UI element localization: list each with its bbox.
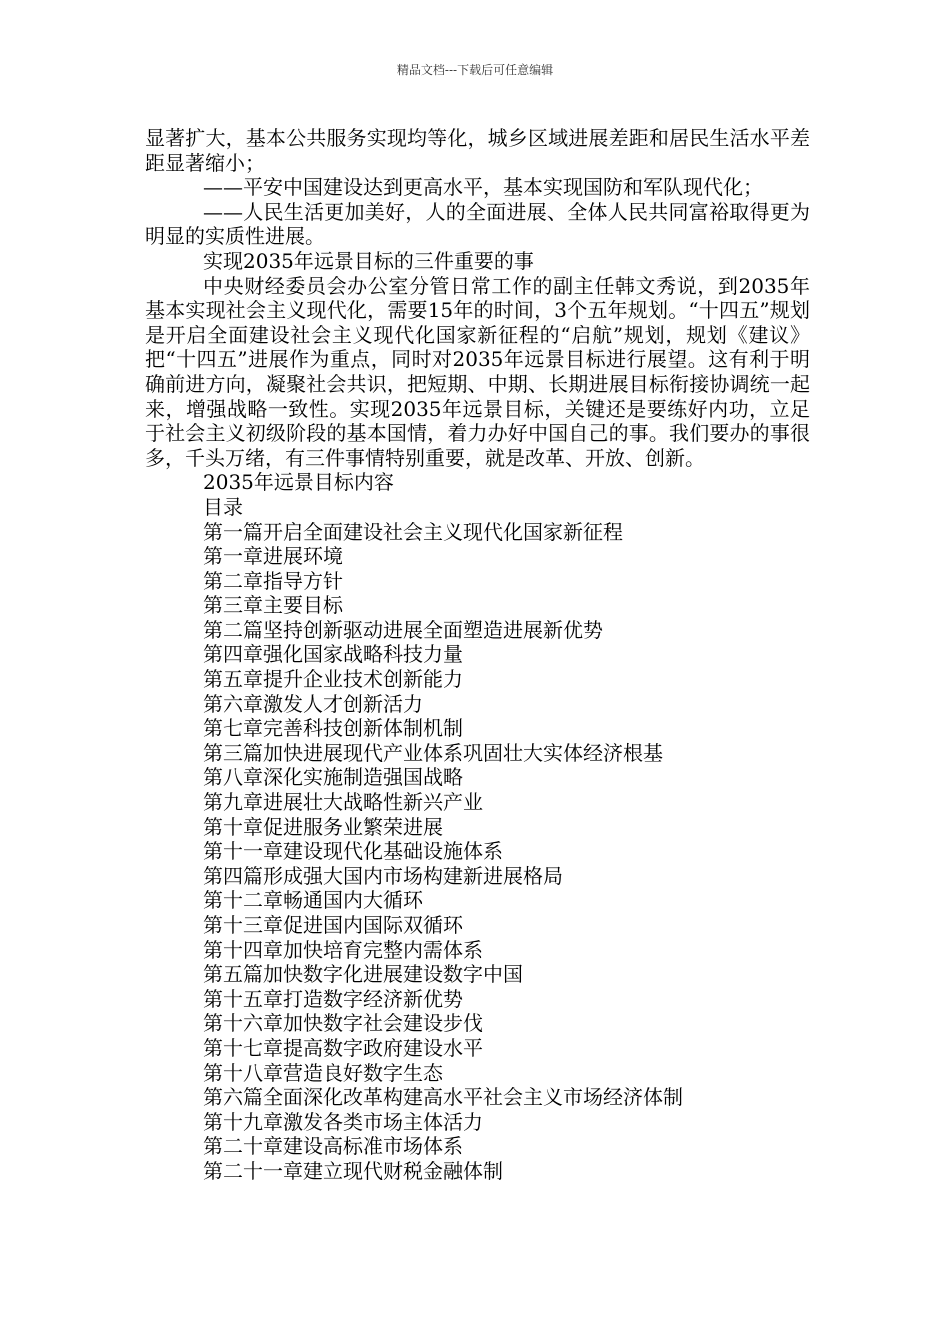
toc-item: 第七章完善科技创新体制机制 <box>203 716 463 741</box>
toc-item: 第五章提升企业技术创新能力 <box>203 667 463 692</box>
toc-item: 第四篇形成强大国内市场构建新进展格局 <box>203 863 563 888</box>
toc-item: 第十一章建设现代化基础设施体系 <box>203 839 503 864</box>
table-of-contents <box>145 520 810 1184</box>
toc-item: 第二十章建设高标准市场体系 <box>203 1134 463 1159</box>
toc-title: 目录 <box>203 494 243 519</box>
paragraph: 中央财经委员会办公室分管日常工作的副主任韩文秀说，到2035年基本实现社会主义现代化，需要15年的时间，3个五年规划。“十四五”规划是开启全面建设社会主义现代化国家新征程的“启航”规划，规划《建议》把“十四五”进展作为重点，同时对2035年远景目标进行展望。这有利于明确前进方向，凝聚社会共识，把短期、中期、长期进展目标衔接协调统一起来，增强战略一致性。实现2035年远景目标，关键还是要练好内功，立足于社会主义初级阶段的基本国情，着力办好中国自己的事。我们要办的事很多，千头万绪，有三件事情特别重要，就是改革、开放、创新。 <box>145 273 810 470</box>
toc-item: 第二十一章建立现代财税金融体制 <box>203 1158 503 1183</box>
toc-item: 第四章强化国家战略科技力量 <box>203 642 463 667</box>
toc-item: 第一章进展环境 <box>203 544 343 569</box>
paragraph: ——平安中国建设达到更高水平，基本实现国防和军队现代化； <box>203 175 763 200</box>
toc-item: 第十八章营造良好数字生态 <box>203 1060 443 1085</box>
document-body <box>145 126 810 1184</box>
toc-item: 第八章深化实施制造强国战略 <box>203 765 463 790</box>
toc-item: 第六章激发人才创新活力 <box>203 691 423 716</box>
page-header: 精品文档---下载后可任意编辑 <box>396 63 554 77</box>
paragraph: ——人民生活更加美好，人的全面进展、全体人民共同富裕取得更为明显的实质性进展。 <box>145 199 810 249</box>
toc-item: 第十二章畅通国内大循环 <box>203 888 423 913</box>
paragraph: 显著扩大，基本公共服务实现均等化，城乡区域进展差距和居民生活水平差距显著缩小； <box>145 126 810 175</box>
toc-item: 第十章促进服务业繁荣进展 <box>203 814 443 839</box>
toc-item: 第六篇全面深化改革构建高水平社会主义市场经济体制 <box>203 1085 683 1110</box>
toc-item: 第十四章加快培育完整内需体系 <box>203 937 483 962</box>
toc-item: 第十三章促进国内国际双循环 <box>203 913 463 937</box>
toc-item: 第九章进展壮大战略性新兴产业 <box>203 790 483 815</box>
toc-item: 第十九章激发各类市场主体活力 <box>203 1109 483 1134</box>
toc-item: 第二章指导方针 <box>203 568 343 593</box>
toc-item: 第二篇坚持创新驱动进展全面塑造进展新优势 <box>203 617 603 642</box>
toc-item: 第三篇加快进展现代产业体系巩固壮大实体经济根基 <box>203 740 663 765</box>
toc-item: 第一篇开启全面建设社会主义现代化国家新征程 <box>203 519 623 544</box>
section-heading: 2035年远景目标内容 <box>203 470 394 495</box>
toc-item: 第十七章提高数字政府建设水平 <box>203 1035 483 1060</box>
section-heading: 实现2035年远景目标的三件重要的事 <box>203 248 534 273</box>
toc-item: 第十六章加快数字社会建设步伐 <box>203 1011 483 1036</box>
toc-item: 第五篇加快数字化进展建设数字中国 <box>203 962 523 987</box>
toc-item: 第十五章打造数字经济新优势 <box>203 986 463 1011</box>
toc-item: 第三章主要目标 <box>203 593 343 618</box>
